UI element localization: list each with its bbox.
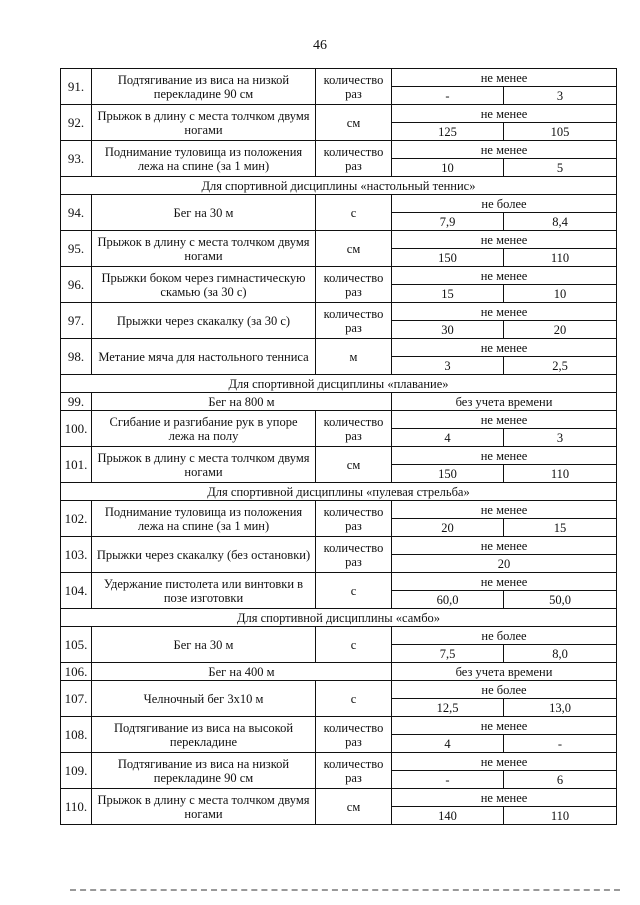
row-number: 110. (61, 789, 92, 825)
table-row (61, 141, 617, 159)
table-row (61, 789, 617, 807)
exercise-name: Прыжки через скакалку (без остановки) (92, 537, 316, 573)
row-number: 102. (61, 501, 92, 537)
unit-cell: с (316, 627, 392, 663)
condition-cell: не более (392, 195, 617, 213)
norm-value-girls: 10 (504, 285, 617, 303)
condition-cell: не менее (392, 789, 617, 807)
norm-value-girls: 110 (504, 249, 617, 267)
condition-cell: не менее (392, 753, 617, 771)
condition-cell: не менее (392, 339, 617, 357)
exercise-name: Прыжки через скакалку (за 30 с) (92, 303, 316, 339)
row-number: 92. (61, 105, 92, 141)
norm-value-girls: 110 (504, 465, 617, 483)
condition-cell: не менее (392, 501, 617, 519)
condition-cell: не менее (392, 447, 617, 465)
condition-cell: не менее (392, 141, 617, 159)
norm-value-boys: 12,5 (392, 699, 504, 717)
norm-value-boys: 125 (392, 123, 504, 141)
row-number: 108. (61, 717, 92, 753)
page-number: 46 (313, 38, 327, 53)
norm-value-boys: 4 (392, 735, 504, 753)
exercise-name: Сгибание и разгибание рук в упоре лежа на полу (92, 411, 316, 447)
norm-value-boys: 15 (392, 285, 504, 303)
table-row (61, 717, 617, 735)
row-number: 91. (61, 69, 92, 105)
table-row (61, 447, 617, 465)
unit-cell: с (316, 573, 392, 609)
row-number: 105. (61, 627, 92, 663)
row-number: 93. (61, 141, 92, 177)
unit-cell: см (316, 447, 392, 483)
unit-cell: количество раз (316, 69, 392, 105)
section-title: Для спортивной дисциплины «плавание» (61, 375, 617, 393)
condition-cell: не менее (392, 411, 617, 429)
unit-cell: количество раз (316, 141, 392, 177)
table-row (61, 393, 617, 411)
exercise-name: Бег на 30 м (92, 627, 316, 663)
condition-cell: не менее (392, 231, 617, 249)
norm-value-girls: 50,0 (504, 591, 617, 609)
table-row (61, 627, 617, 645)
norm-value-boys: 10 (392, 159, 504, 177)
section-header-row (61, 483, 617, 501)
norm-value-boys: 30 (392, 321, 504, 339)
exercise-name: Подтягивание из виса на высокой перекладине (92, 717, 316, 753)
norm-value-boys: 20 (392, 519, 504, 537)
section-header-row (61, 375, 617, 393)
table-row (61, 411, 617, 429)
table-row (61, 69, 617, 87)
row-number: 95. (61, 231, 92, 267)
norm-value-boys: - (392, 87, 504, 105)
row-number: 109. (61, 753, 92, 789)
norm-value: без учета времени (392, 663, 617, 681)
row-number: 107. (61, 681, 92, 717)
condition-cell: не менее (392, 573, 617, 591)
unit-cell: количество раз (316, 537, 392, 573)
row-number: 96. (61, 267, 92, 303)
norm-value-girls: 15 (504, 519, 617, 537)
table-row (61, 753, 617, 771)
exercise-name: Бег на 800 м (92, 393, 392, 411)
norm-value: без учета времени (392, 393, 617, 411)
condition-cell: не менее (392, 267, 617, 285)
standards-table (60, 68, 617, 825)
norm-value-girls: 3 (504, 429, 617, 447)
table-row (61, 663, 617, 681)
unit-cell: с (316, 195, 392, 231)
norm-value-girls: 8,0 (504, 645, 617, 663)
norm-value: 20 (392, 555, 617, 573)
section-title: Для спортивной дисциплины «пулевая стрельба» (61, 483, 617, 501)
table-row (61, 105, 617, 123)
unit-cell: см (316, 105, 392, 141)
norm-value-boys: 4 (392, 429, 504, 447)
norm-value-girls: 13,0 (504, 699, 617, 717)
table-row (61, 195, 617, 213)
unit-cell: количество раз (316, 411, 392, 447)
table-row (61, 537, 617, 555)
unit-cell: м (316, 339, 392, 375)
section-title: Для спортивной дисциплины «самбо» (61, 609, 617, 627)
norm-value-girls: 110 (504, 807, 617, 825)
norm-value-girls: 8,4 (504, 213, 617, 231)
condition-cell: не более (392, 627, 617, 645)
section-header-row (61, 609, 617, 627)
scan-edge-marks (70, 889, 620, 894)
unit-cell: количество раз (316, 717, 392, 753)
norm-value-boys: 3 (392, 357, 504, 375)
condition-cell: не менее (392, 537, 617, 555)
condition-cell: не менее (392, 717, 617, 735)
row-number: 101. (61, 447, 92, 483)
condition-cell: не менее (392, 105, 617, 123)
unit-cell: с (316, 681, 392, 717)
norm-value-boys: 60,0 (392, 591, 504, 609)
exercise-name: Поднимание туловища из положения лежа на спине (за 1 мин) (92, 501, 316, 537)
norm-value-boys: 7,5 (392, 645, 504, 663)
row-number: 97. (61, 303, 92, 339)
exercise-name: Подтягивание из виса на низкой перекладине 90 см (92, 753, 316, 789)
unit-cell: количество раз (316, 267, 392, 303)
table-row (61, 681, 617, 699)
norm-value-boys: - (392, 771, 504, 789)
row-number: 104. (61, 573, 92, 609)
row-number: 103. (61, 537, 92, 573)
exercise-name: Челночный бег 3х10 м (92, 681, 316, 717)
norm-value-boys: 140 (392, 807, 504, 825)
exercise-name: Поднимание туловища из положения лежа на спине (за 1 мин) (92, 141, 316, 177)
table-row (61, 501, 617, 519)
exercise-name: Прыжок в длину с места толчком двумя ногами (92, 447, 316, 483)
row-number: 99. (61, 393, 92, 411)
norm-value-boys: 150 (392, 465, 504, 483)
norm-value-girls: - (504, 735, 617, 753)
exercise-name: Прыжок в длину с места толчком двумя ногами (92, 231, 316, 267)
condition-cell: не менее (392, 69, 617, 87)
exercise-name: Метание мяча для настольного тенниса (92, 339, 316, 375)
table-row (61, 231, 617, 249)
unit-cell: см (316, 789, 392, 825)
row-number: 94. (61, 195, 92, 231)
unit-cell: количество раз (316, 753, 392, 789)
unit-cell: см (316, 231, 392, 267)
norm-value-girls: 3 (504, 87, 617, 105)
unit-cell: количество раз (316, 303, 392, 339)
norm-value-girls: 20 (504, 321, 617, 339)
row-number: 98. (61, 339, 92, 375)
exercise-name: Бег на 400 м (92, 663, 392, 681)
exercise-name: Удержание пистолета или винтовки в позе изготовки (92, 573, 316, 609)
row-number: 106. (61, 663, 92, 681)
norm-value-girls: 6 (504, 771, 617, 789)
norm-value-boys: 7,9 (392, 213, 504, 231)
exercise-name: Бег на 30 м (92, 195, 316, 231)
exercise-name: Прыжок в длину с места толчком двумя ногами (92, 789, 316, 825)
row-number: 100. (61, 411, 92, 447)
norm-value-girls: 2,5 (504, 357, 617, 375)
section-title: Для спортивной дисциплины «настольный теннис» (61, 177, 617, 195)
condition-cell: не более (392, 681, 617, 699)
table-row (61, 267, 617, 285)
table-row (61, 573, 617, 591)
norm-value-girls: 105 (504, 123, 617, 141)
norm-value-boys: 150 (392, 249, 504, 267)
table-row (61, 303, 617, 321)
table-row (61, 339, 617, 357)
exercise-name: Прыжок в длину с места толчком двумя ногами (92, 105, 316, 141)
norm-value-girls: 5 (504, 159, 617, 177)
unit-cell: количество раз (316, 501, 392, 537)
condition-cell: не менее (392, 303, 617, 321)
exercise-name: Прыжки боком через гимнастическую скамью (за 30 с) (92, 267, 316, 303)
exercise-name: Подтягивание из виса на низкой перекладине 90 см (92, 69, 316, 105)
section-header-row (61, 177, 617, 195)
